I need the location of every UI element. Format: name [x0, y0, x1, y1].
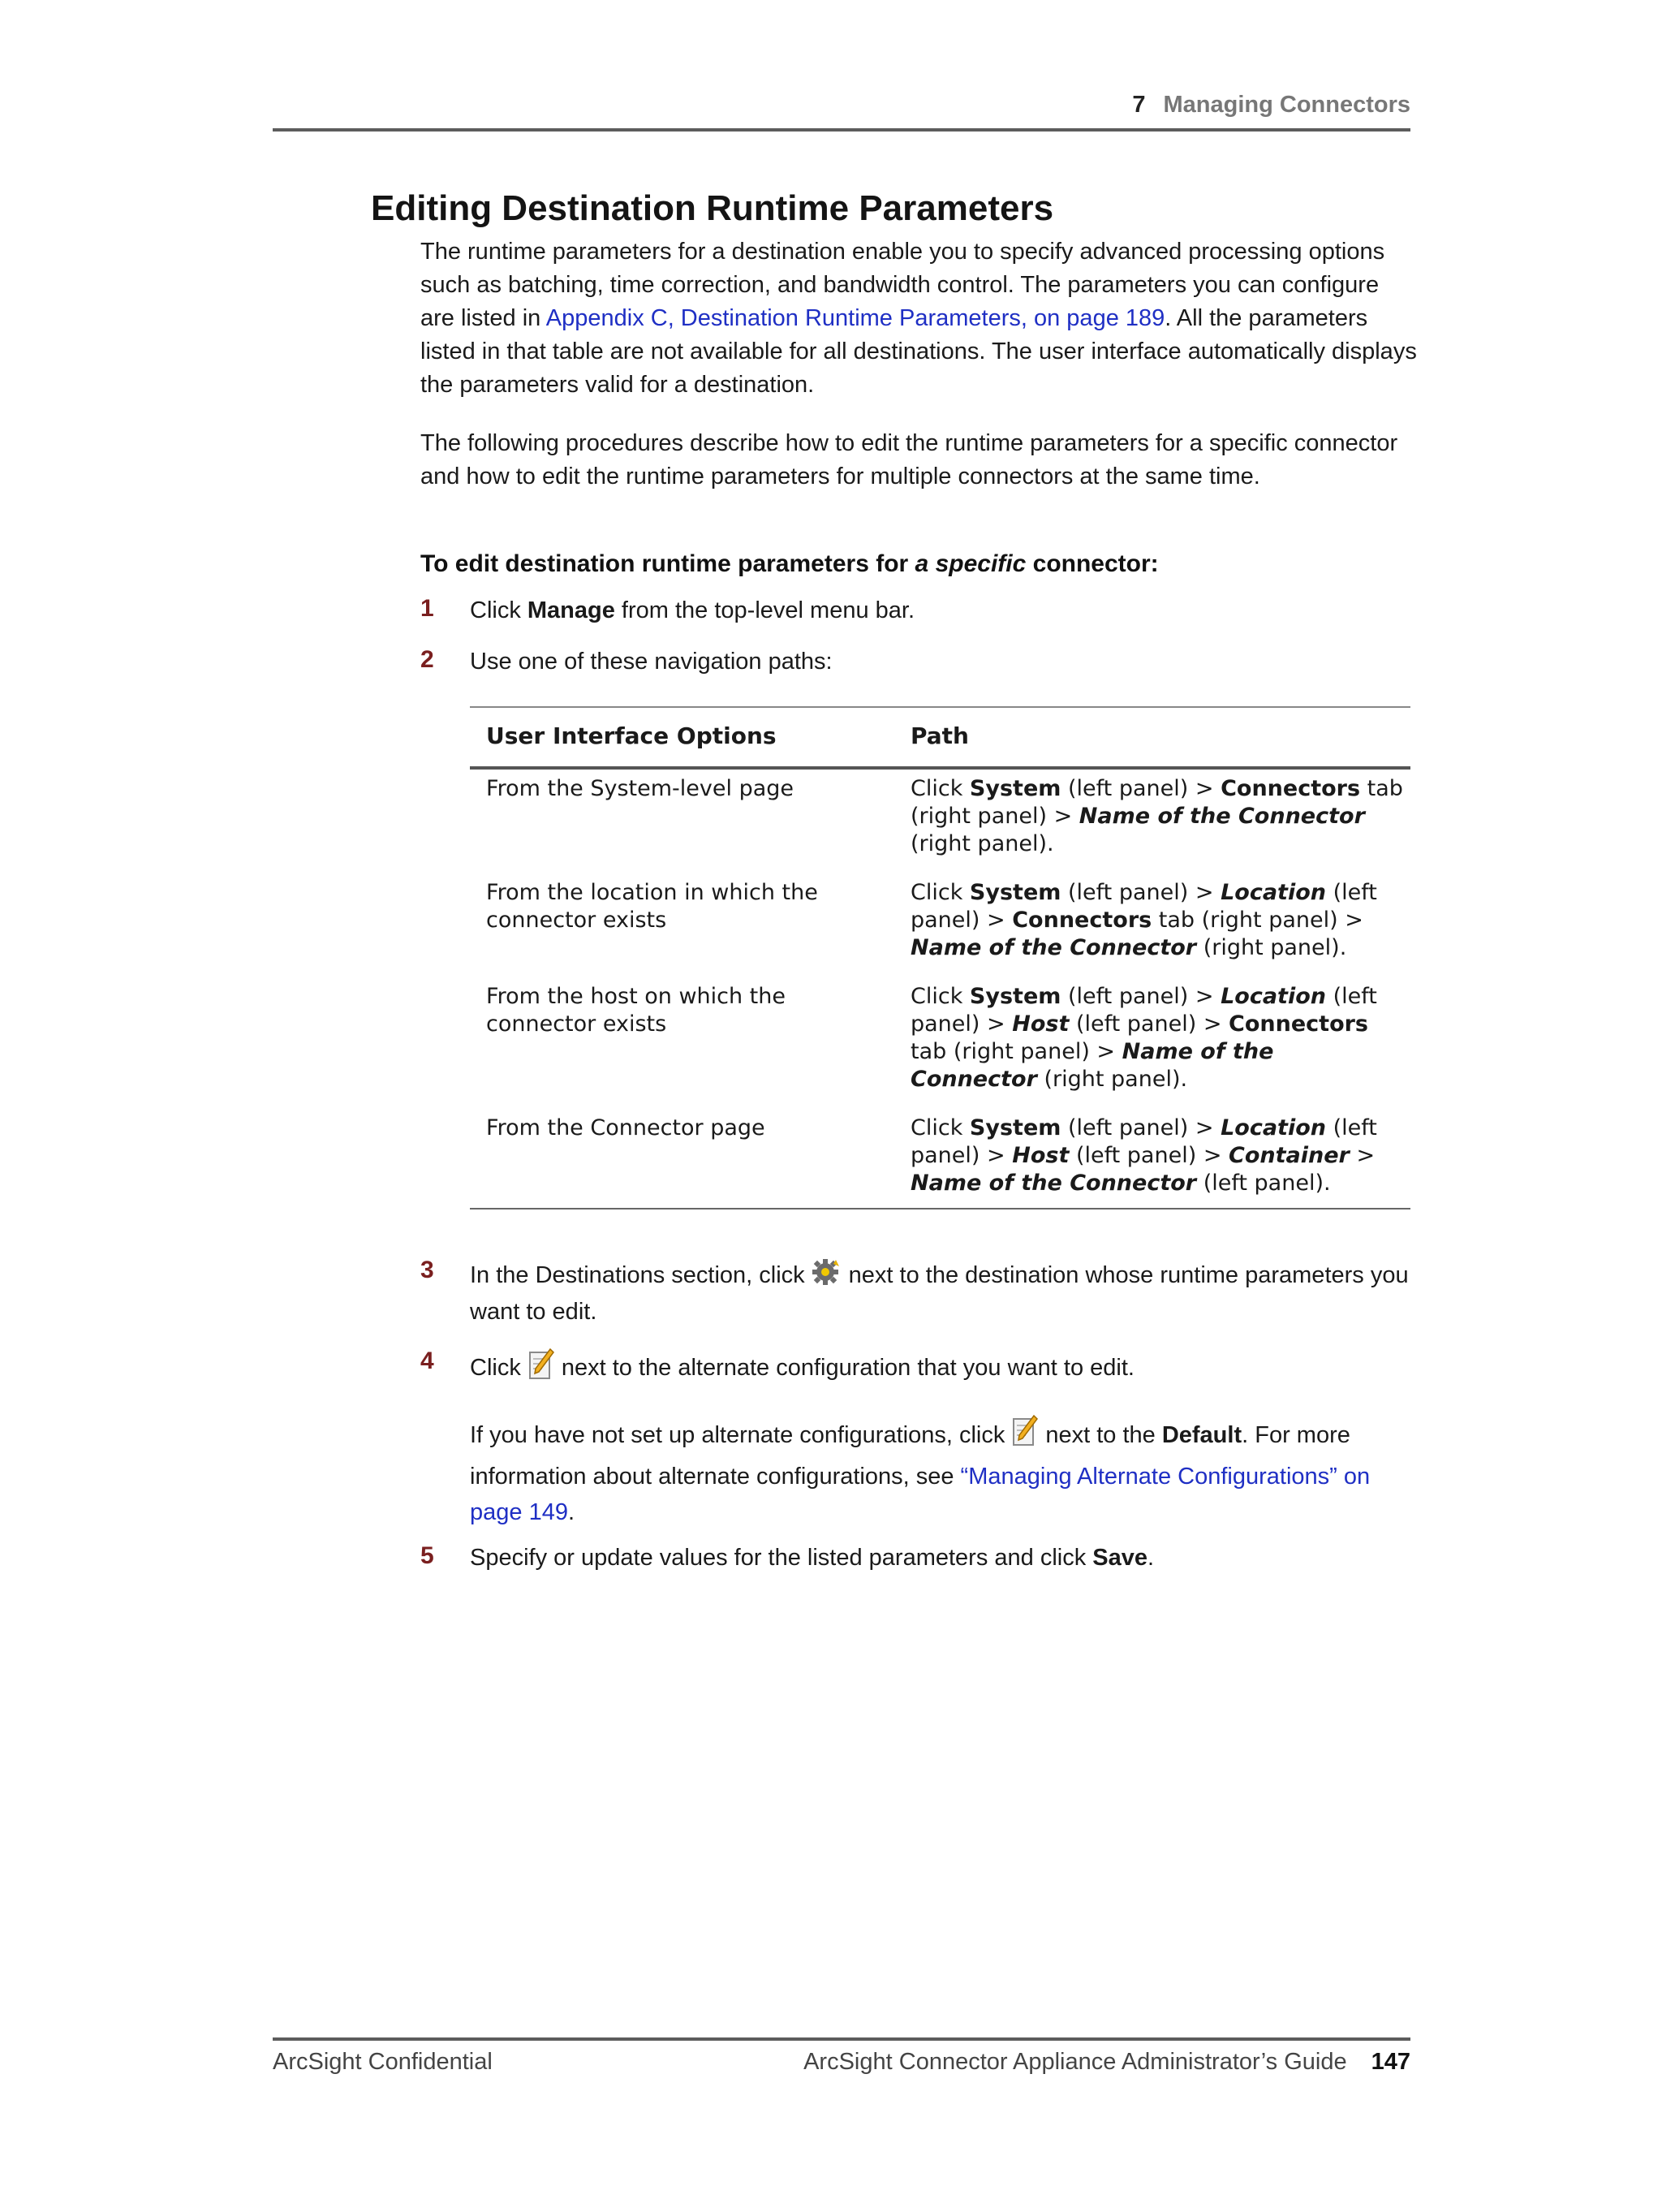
path-segment: tab (right panel) > — [1152, 908, 1363, 933]
step-note — [470, 1414, 1415, 1530]
path-segment: (left panel) > — [1069, 1143, 1229, 1168]
path-segment: Click — [911, 776, 970, 801]
step-number: 2 — [420, 646, 434, 673]
path-segment: (left panel) > — [1061, 984, 1221, 1009]
procedures-paragraph: The following procedures describe how to edit the runtime parameters for a specific connector and how to edit the runtime parameters for multiple connectors at the same time. — [420, 430, 1398, 489]
table-cell-option: From the host on which the connector exists — [486, 984, 786, 1037]
path-segment: Host — [1012, 1011, 1070, 1037]
table-cell-option: From the Connector page — [486, 1115, 765, 1140]
step-text-part: . — [1147, 1545, 1155, 1571]
edit-pencil-icon[interactable] — [527, 1347, 555, 1391]
path-segment: Click — [911, 984, 970, 1009]
save-label: Save — [1092, 1545, 1148, 1571]
default-label: Default — [1161, 1422, 1242, 1449]
path-segment: System — [969, 776, 1061, 801]
path-segment: (left panel) > — [911, 880, 1377, 933]
path-segment: Host — [1012, 1143, 1070, 1168]
edit-pencil-icon[interactable] — [1011, 1414, 1039, 1459]
step-text-part: In the Destinations section, click — [470, 1262, 805, 1289]
procedure-heading — [420, 550, 1159, 578]
table-bottom-rule — [470, 1208, 1410, 1209]
path-segment: Name of the Connector — [1079, 804, 1365, 829]
path-segment: tab (right panel) > — [911, 776, 1403, 829]
table-cell-path — [911, 1115, 1406, 1197]
column-header: User Interface Options — [486, 722, 777, 749]
step-text: Use one of these navigation paths: — [470, 649, 833, 675]
path-segment: (left panel) > — [1061, 776, 1221, 801]
path-segment: (left panel) > — [1069, 1011, 1229, 1037]
step-text-part: next to the destination whose runtime parameters you want to edit. — [470, 1262, 1409, 1325]
path-segment: tab (right panel) > — [911, 1039, 1122, 1064]
path-segment: (right panel). — [1196, 935, 1347, 960]
chapter-title: Managing Connectors — [1163, 92, 1410, 118]
table-cell-path — [911, 879, 1406, 962]
path-segment: Name of the Connector — [911, 935, 1197, 960]
step-text-part: from the top-level menu bar. — [614, 597, 915, 623]
procedure-heading-emphasis: a specific — [915, 550, 1027, 577]
path-segment: Name of the Connector — [911, 1171, 1197, 1196]
path-segment: System — [969, 880, 1061, 905]
step-text — [470, 1257, 1415, 1328]
table-cell-option: From the location in which the connector exists — [486, 880, 818, 933]
path-segment: Connectors — [1221, 776, 1361, 801]
step-number: 1 — [420, 595, 434, 622]
path-segment: Connectors — [1012, 908, 1152, 933]
path-segment: System — [969, 1115, 1061, 1140]
navigation-paths-table — [470, 706, 1410, 770]
table-cell-path — [911, 983, 1406, 1093]
path-segment: Container — [1229, 1143, 1350, 1168]
gear-icon[interactable] — [812, 1257, 842, 1296]
path-segment: Location — [1221, 880, 1326, 905]
note-text-part: . For more information about alternate configurations, see — [470, 1422, 1350, 1490]
section-title: Editing Destination Runtime Parameters — [371, 188, 1054, 228]
path-segment: Click — [911, 880, 970, 905]
step-text — [470, 1542, 1415, 1574]
procedure-heading-text-2: connector: — [1026, 550, 1159, 577]
footer-confidential: ArcSight Confidential — [273, 2049, 493, 2075]
step-number: 3 — [420, 1257, 434, 1283]
step-text-part: next to the alternate configuration that you want to edit. — [561, 1355, 1135, 1382]
path-segment: (left panel). — [1196, 1171, 1331, 1196]
page-number: 147 — [1371, 2049, 1410, 2075]
path-segment: (left panel) > — [1061, 1115, 1221, 1140]
intro-text-1: The runtime parameters for a destination enable you to specify advanced processing options such as batching, time correction, and bandwidth control. The parameters you can configure are listed in — [420, 239, 1385, 331]
path-segment: Name of the Connector — [911, 1039, 1274, 1092]
step-text-part: Click — [470, 1355, 521, 1382]
step-text — [470, 1347, 1415, 1391]
page-footer — [273, 2037, 1410, 2081]
note-text-part: If you have not set up alternate configurations, click — [470, 1422, 1005, 1449]
step-number: 5 — [420, 1542, 434, 1569]
step-text — [470, 595, 1415, 627]
procedure-heading-text-1: To edit destination runtime parameters for — [420, 550, 915, 577]
table-header-row — [470, 708, 1410, 770]
footer-right — [803, 2049, 1410, 2076]
appendix-c-link[interactable]: Appendix C, Destination Runtime Parameters, on page 189 — [545, 305, 1165, 331]
path-segment: (right panel). — [911, 831, 1054, 856]
step-number: 4 — [420, 1347, 434, 1374]
path-segment: Location — [1221, 984, 1326, 1009]
step-text-part: Click — [470, 597, 527, 623]
path-segment: (left panel) > — [911, 984, 1377, 1037]
footer-guide-title: ArcSight Connector Appliance Administrator’s Guide — [803, 2049, 1347, 2075]
chapter-number: 7 — [1132, 92, 1146, 118]
running-header — [1132, 92, 1410, 119]
intro-text-2: . All the parameters listed in that table are not available for all destinations. The user interface automatically displays the parameters valid for a destination. — [420, 305, 1417, 398]
path-segment: (right panel). — [1036, 1067, 1188, 1092]
path-segment: > — [1349, 1143, 1376, 1168]
note-text-part: next to the — [1045, 1422, 1162, 1449]
column-header: Path — [911, 722, 969, 749]
manage-label: Manage — [527, 597, 615, 623]
page-header — [273, 88, 1410, 132]
step-text-part: Specify or update values for the listed parameters and click — [470, 1545, 1093, 1571]
table-cell-path — [911, 775, 1406, 858]
table-cell-option: From the System-level page — [486, 776, 794, 801]
path-segment: (left panel) > — [1061, 880, 1221, 905]
path-segment: System — [969, 984, 1061, 1009]
managing-alternate-configurations-link[interactable]: “Managing Alternate Configurations” on page 149 — [470, 1464, 1371, 1525]
path-segment: Location — [1221, 1115, 1326, 1140]
intro-paragraph — [420, 235, 1419, 402]
path-segment: Click — [911, 1115, 970, 1140]
note-text-part: . — [567, 1499, 575, 1525]
path-segment: (left panel) > — [911, 1115, 1377, 1168]
path-segment: Connectors — [1229, 1011, 1368, 1037]
